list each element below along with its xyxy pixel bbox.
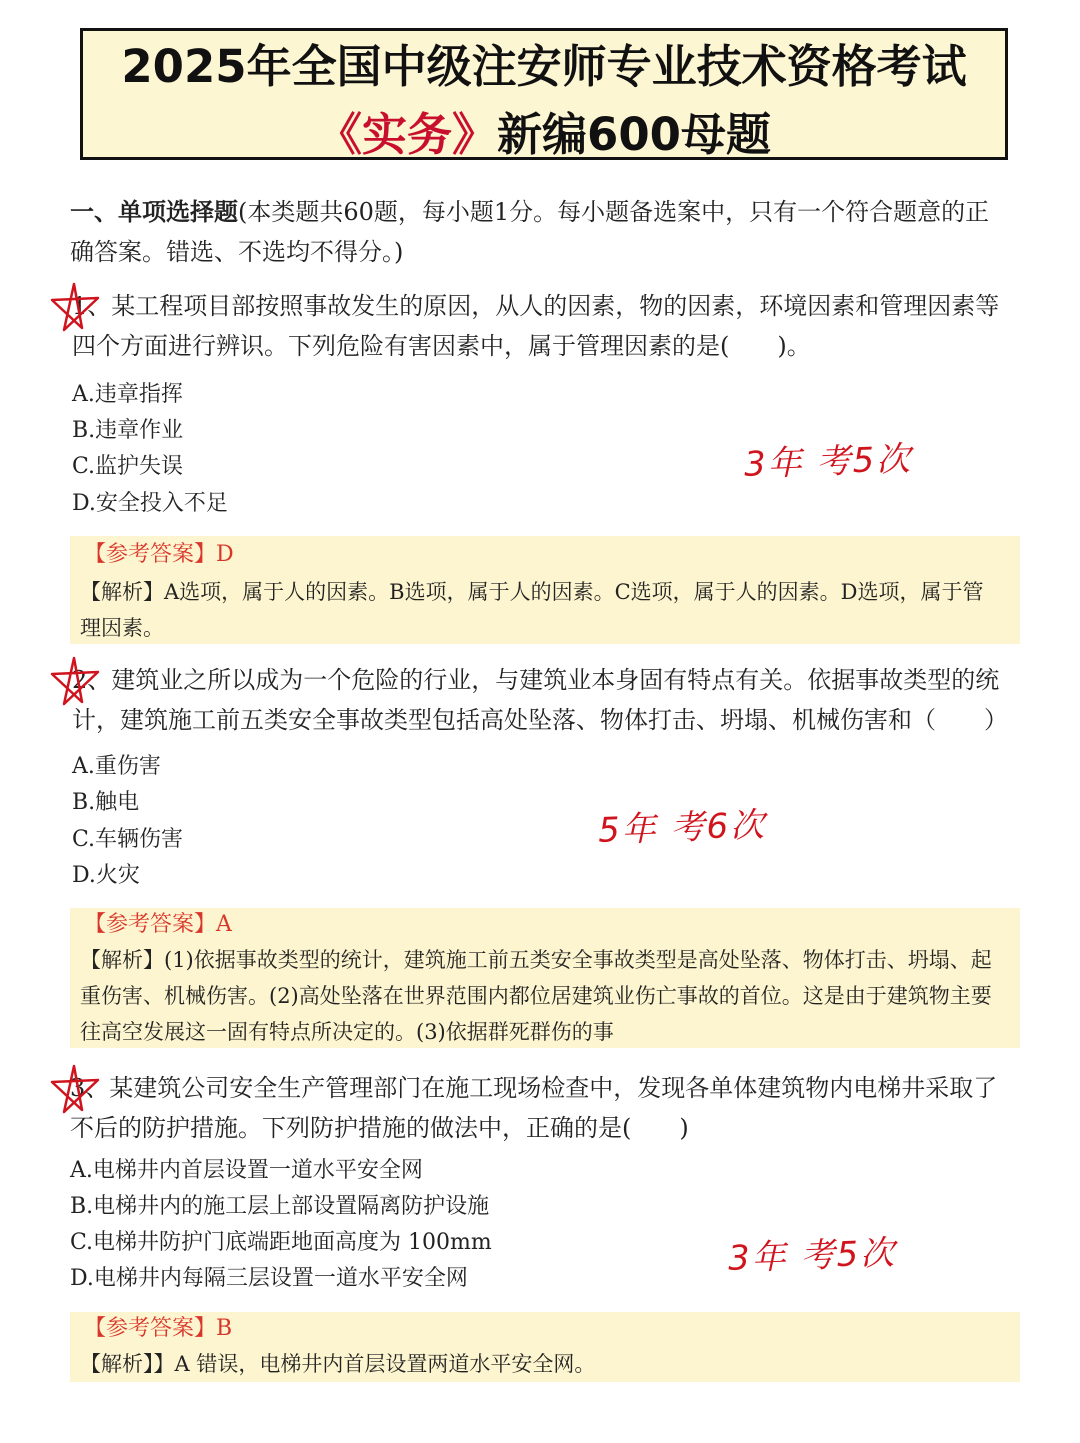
question-2-analysis: 【解析】(1)依据事故类型的统计，建筑施工前五类安全事故类型是高处坠落、物体打击、坍塌、起重伤害、机械伤害。(2)高处坠落在世界范围内都位居建筑业伤亡事故的首位。这是由于建筑物主要往高空发展这一固有特点所决定的。(3)依据群死群伤的事 — [80, 948, 992, 1044]
question-2-option-c: C.车辆伤害 — [72, 827, 184, 852]
question-1 — [72, 286, 1012, 366]
question-1-option-a: A.违章指挥 — [72, 382, 183, 407]
question-3-option-c: C.电梯井防护门底端距地面高度为 100mm — [70, 1230, 492, 1255]
question-2-option-d: D.火灾 — [72, 863, 140, 888]
section-intro — [70, 192, 1010, 272]
title-red-text: 实务 — [362, 108, 453, 161]
question-1-number: 1、 — [72, 292, 112, 320]
title-box — [80, 28, 1008, 160]
question-2-frequency-note: 5年 考6次 — [597, 805, 767, 851]
question-2 — [72, 660, 1012, 740]
question-1-frequency-note: 3年 考5次 — [743, 439, 913, 485]
hand-drawn-star-icon — [44, 652, 104, 712]
section-heading: 一、单项选择题 — [70, 197, 238, 226]
question-1-analysis: 【解析】A选项，属于人的因素。B选项，属于人的因素。C选项，属于人的因素。D选项，属于管理因素。 — [80, 580, 984, 640]
question-2-option-b: B.触电 — [72, 790, 140, 815]
question-2-option-a: A.重伤害 — [72, 754, 161, 779]
title-rest: 新编600母题 — [497, 108, 771, 161]
question-3-answer-box — [70, 1312, 1020, 1382]
question-1-option-d: D.安全投入不足 — [72, 491, 228, 516]
question-2-answer: 【参考答案】A — [84, 912, 232, 937]
question-3-analysis: 【解析】】A 错误，电梯井内首层设置两道水平安全网。 — [80, 1352, 596, 1376]
question-3-number: 3、 — [70, 1074, 110, 1102]
title-line-2 — [83, 107, 1005, 163]
title-bracket-open: 《 — [317, 108, 363, 161]
question-2-answer-box — [70, 908, 1020, 1048]
question-1-option-b: B.违章作业 — [72, 418, 184, 443]
title-line-1: 2025年全国中级注安师专业技术资格考试 — [121, 40, 967, 93]
question-3-frequency-note: 3年 考5次 — [727, 1233, 897, 1279]
hand-drawn-star-icon — [44, 278, 104, 338]
question-3-option-d: D.电梯井内每隔三层设置一道水平安全网 — [70, 1266, 468, 1291]
question-2-number: 2、 — [72, 666, 112, 694]
question-2-stem: 建筑业之所以成为一个危险的行业，与建筑业本身固有特点有关。依据事故类型的统计，建筑施工前五类安全事故类型包括高处坠落、物体打击、坍塌、机械伤害和（ ） — [72, 666, 1008, 734]
question-1-answer: 【参考答案】D — [84, 542, 234, 567]
section-description: (本类题共60题，每小题1分。每小题备选案中，只有一个符合题意的正确答案。错选、不选均不得分。) — [70, 198, 990, 266]
question-3-option-a: A.电梯井内首层设置一道水平安全网 — [70, 1158, 423, 1183]
hand-drawn-star-icon — [44, 1060, 104, 1120]
question-1-answer-box — [70, 536, 1020, 644]
question-3-option-b: B.电梯井内的施工层上部设置隔离防护设施 — [70, 1194, 490, 1219]
question-1-option-c: C.监护失误 — [72, 454, 184, 479]
question-3 — [70, 1068, 1010, 1148]
question-1-stem: 某工程项目部按照事故发生的原因，从人的因素，物的因素，环境因素和管理因素等四个方面进行辨识。下列危险有害因素中，属于管理因素的是( )。 — [72, 292, 1000, 360]
question-3-stem: 某建筑公司安全生产管理部门在施工现场检查中，发现各单体建筑物内电梯井采取了不后的防护措施。下列防护措施的做法中，正确的是( ) — [70, 1074, 998, 1142]
title-bracket-close: 》 — [452, 108, 498, 161]
question-3-answer: 【参考答案】B — [84, 1316, 233, 1341]
